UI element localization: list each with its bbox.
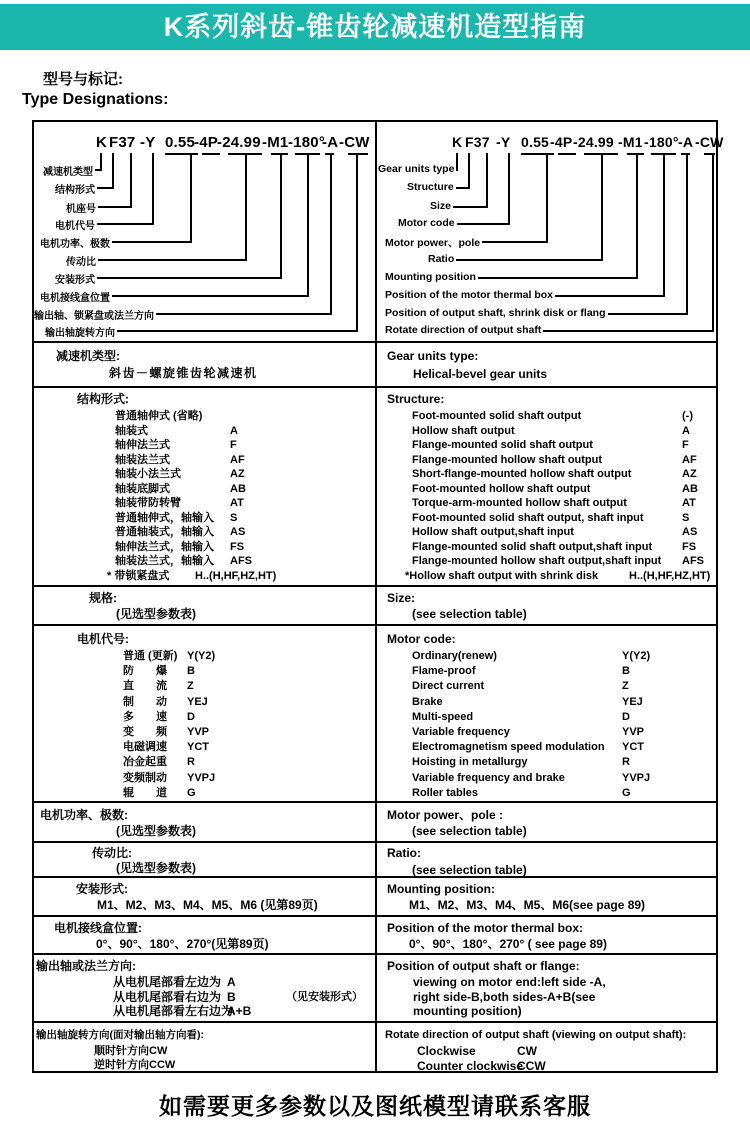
diagram-field-label: Motor power、pole [385, 237, 481, 249]
connector-line [245, 153, 247, 259]
motor-code-item-code: YEJ [187, 695, 208, 708]
diagram-field-label: 输出轴旋转方向 [45, 328, 115, 339]
diagram-field-label: 机座号 [66, 204, 96, 215]
structure-item-code-en: AT [682, 497, 696, 509]
size-value-zh: (见选型参数表) [116, 607, 196, 621]
connector-line [601, 153, 603, 259]
model-code-part: F37 [109, 134, 136, 151]
diagram-left [34, 122, 377, 341]
rotation-item-code: CW [517, 1044, 537, 1058]
structure-item-label-zh: 轴装底脚式 [115, 482, 170, 495]
motor-code-item-code: B [622, 665, 630, 678]
diagram-field-label: Size [430, 200, 452, 212]
motor-code-item-code: YCT [187, 741, 209, 754]
ratio-title-zh: 传动比: [92, 846, 132, 860]
structure-item-code-zh: AS [230, 526, 246, 538]
motor-code-item-code: D [187, 710, 195, 723]
output-flange-line [34, 990, 375, 1005]
structure-item [377, 569, 716, 584]
structure-item [34, 453, 375, 468]
gear-type-title-zh: 减速机类型: [56, 349, 120, 363]
footer-note: 如需要更多参数以及图纸模型请联系客服 [159, 1093, 591, 1119]
structure-item [377, 511, 716, 526]
structure-item [34, 438, 375, 453]
motor-code-item [34, 771, 375, 786]
connector-line [555, 295, 665, 297]
diagram-field-label: Rotate direction of output shaft [385, 324, 542, 336]
structure-item [34, 569, 375, 584]
ratio-title-en: Ratio: [387, 846, 421, 860]
motor-code-item-label-zh: 制 动 [123, 695, 167, 708]
structure-item-label-zh: 普通轴伸式 (省略) [115, 410, 203, 422]
structure-item-label-en: Foot-mounted hollow shaft output [412, 482, 591, 495]
structure-item-code-en: AZ [682, 468, 697, 480]
connector-line [97, 223, 154, 225]
row-mounting [34, 876, 716, 915]
connector-line [112, 295, 309, 297]
row-gear-units-type [34, 341, 716, 386]
structure-title-en: Structure: [387, 392, 445, 406]
diagram-field-label: Gear units type [378, 163, 455, 175]
model-code-part: F37 [465, 134, 490, 150]
rotation-item-code: CCW [149, 1059, 176, 1071]
structure-item-code-zh: S [230, 511, 238, 524]
structure-item [377, 453, 716, 468]
motor-code-item [377, 755, 716, 770]
structure-item [34, 496, 375, 511]
motor-code-item-label-zh: 防 爆 [123, 665, 167, 678]
structure-item-code-zh: AB [230, 482, 246, 495]
motor-code-item-code: Z [187, 680, 194, 693]
ratio-value-en: (see selection table) [412, 863, 527, 877]
row-output-flange [34, 953, 716, 1021]
motor-code-item-code: YVPJ [187, 771, 216, 784]
output-flange-title-zh: 输出轴或法兰方向: [36, 959, 136, 973]
terminal-box-value-en: 0°、90°、180°、270° ( see page 89) [409, 937, 607, 951]
structure-item [34, 511, 375, 526]
motor-code-item-label-en: Ordinary(renew) [412, 650, 497, 662]
page-header [0, 4, 750, 50]
model-code-part: -CW [339, 134, 370, 151]
output-flange-line-en: viewing on motor end:left side -A, [413, 975, 606, 989]
model-code-part: -24.99 [573, 134, 614, 150]
model-code-part: -M1 [262, 134, 289, 151]
structure-item-label-en: *Hollow shaft output with shrink disk [405, 569, 599, 582]
structure-item [34, 525, 375, 540]
motor-code-item-code: R [187, 756, 195, 769]
structure-item [34, 409, 375, 424]
structure-item [377, 482, 716, 497]
structure-item-code-en: AS [682, 526, 698, 538]
motor-code-item-label-zh: 变 频 [123, 726, 167, 739]
structure-item-label-zh: 轴装法兰式，轴输入 [115, 555, 214, 567]
rotation-item [34, 1058, 375, 1072]
structure-item-label-zh: 轴装法兰式 [115, 453, 170, 466]
output-flange-text-zh: 从电机尾部看右边为 [113, 989, 222, 1004]
structure-item-code-zh: AT [230, 497, 244, 509]
motor-code-item-label-en: Variable frequency [412, 726, 510, 739]
model-code-part: 0.55 [165, 134, 195, 151]
diagram-field-label: Ratio [428, 253, 455, 265]
output-flange-line-en: right side-B,both sides-A+B(see [413, 989, 596, 1004]
structure-item-label-zh: * 带锁紧盘式 [107, 569, 170, 582]
motor-code-item-code: D [622, 710, 630, 723]
model-code-part: K [96, 134, 108, 151]
model-code-part: -CW [695, 134, 724, 150]
model-code-part: K [452, 134, 463, 150]
motor-code-item [34, 664, 375, 679]
motor-power-title-en: Motor power、pole : [387, 808, 503, 822]
connector-line [456, 153, 458, 169]
motor-code-item [377, 649, 716, 664]
connector-line [97, 187, 114, 189]
motor-power-value-en: (see selection table) [412, 824, 527, 838]
structure-item-code-zh: AZ [230, 468, 245, 480]
row-size [34, 585, 716, 624]
connector-line [478, 277, 638, 279]
rotation-title-en: Rotate direction of output shaft (viewing on output shaft): [385, 1029, 687, 1041]
output-flange-line [34, 1004, 375, 1019]
motor-code-item-label-zh: 辊 道 [123, 786, 167, 799]
rotation-item [377, 1044, 716, 1059]
motor-code-item-label-zh: 冶金起重 [123, 756, 167, 769]
connector-line [636, 153, 638, 277]
structure-item-code-en: AF [682, 453, 697, 466]
mounting-title-zh: 安装形式: [76, 882, 128, 896]
structure-item-label-en: Hollow shaft output,shaft input [412, 526, 574, 538]
structure-item-label-en: Short-flange-mounted hollow shaft output [412, 468, 632, 480]
motor-code-item [34, 740, 375, 755]
output-flange-line-en: mounting position) [413, 1004, 522, 1018]
structure-item-code-zh: H..(H,HF,HZ,HT) [195, 569, 277, 582]
motor-power-title-zh: 电机功率、极数: [40, 808, 128, 822]
model-code-part: -4P [550, 134, 573, 150]
structure-item-label-en: Flange-mounted hollow shaft output,shaft input [412, 555, 662, 567]
connector-line [112, 241, 192, 243]
motor-code-item [377, 786, 716, 801]
diagram-field-label: 电机代号 [55, 221, 95, 232]
rotation-item [34, 1044, 375, 1058]
structure-item [377, 525, 716, 540]
type-designation-table [32, 120, 724, 1073]
model-code-part: -4P [194, 134, 218, 151]
code-underline [348, 153, 368, 155]
structure-item-label-en: Foot-mounted solid shaft output, shaft input [412, 511, 644, 524]
connector-line [456, 259, 603, 261]
diagram-field-label: 输出轴、锁紧盘或法兰方向 [34, 311, 154, 322]
connector-line [482, 241, 548, 243]
motor-code-item [34, 755, 375, 770]
connector-line [468, 153, 470, 187]
page-title: K系列斜齿-锥齿轮减速机造型指南 [163, 12, 587, 42]
structure-item-code-en: FS [682, 540, 697, 553]
rotation-item-code: CCW [517, 1058, 546, 1073]
motor-code-item [34, 786, 375, 801]
structure-item-code-en: (-) [682, 410, 693, 422]
connector-line [307, 153, 309, 295]
motor-code-item-code: Y(Y2) [622, 650, 651, 662]
connector-line [546, 153, 548, 241]
output-flange-code: B [227, 989, 236, 1004]
diagram-field-label: Position of output shaft, shrink disk or flang [385, 307, 606, 319]
structure-item-code-en: H..(H,HF,HZ,HT) [629, 569, 711, 582]
connector-line [663, 153, 665, 295]
motor-code-item [34, 649, 375, 664]
structure-item [34, 554, 375, 569]
diagram-field-label: 安装形式 [55, 275, 95, 286]
structure-item-label-zh: 普通轴装式，轴输入 [115, 526, 214, 538]
motor-code-item-label-en: Flame-proof [412, 665, 476, 678]
motor-code-item-label-zh: 多 速 [123, 710, 167, 723]
row-motor-code [34, 624, 716, 801]
structure-item [377, 409, 716, 424]
structure-item [34, 540, 375, 555]
diagram-field-label: 减速机类型 [43, 167, 93, 178]
connector-line [686, 153, 688, 313]
motor-code-item-label-en: Roller tables [412, 786, 479, 799]
gear-type-value-zh: 斜齿－螺旋锥齿轮减速机 [109, 366, 258, 380]
row-rotation [34, 1021, 716, 1071]
output-flange-text-zh: 从电机尾部看左右边为 [113, 1004, 234, 1018]
rotation-item-label-zh: 顺时针方向 [94, 1045, 149, 1057]
connector-line [130, 153, 132, 206]
gear-type-title-en: Gear units type: [387, 349, 479, 363]
structure-title-zh: 结构形式: [77, 392, 129, 406]
connector-line [112, 153, 114, 187]
code-underline [202, 153, 220, 155]
structure-item [377, 554, 716, 569]
motor-code-item-label-zh: 直 流 [123, 680, 167, 693]
motor-code-title-zh: 电机代号: [77, 632, 129, 646]
structure-item-label-en: Torque-arm-mounted hollow shaft output [412, 497, 627, 509]
output-flange-code: A [227, 975, 236, 989]
structure-item-code-en: S [682, 511, 690, 524]
motor-code-item [377, 771, 716, 786]
connector-line [453, 206, 488, 208]
structure-item-code-en: AB [682, 482, 698, 495]
rotation-item-code: CW [149, 1045, 168, 1057]
row-motor-power [34, 801, 716, 841]
connector-line [508, 153, 510, 223]
motor-code-item-label-zh: 电磁调速 [123, 741, 167, 754]
motor-power-value-zh: (见选型参数表) [116, 824, 196, 838]
size-title-zh: 规格: [89, 591, 117, 605]
structure-item-label-en: Foot-mounted solid shaft output [412, 410, 582, 422]
connector-line [457, 223, 510, 225]
motor-code-item [34, 695, 375, 710]
model-code-part: -180° [288, 134, 326, 151]
structure-item-code-en: A [682, 424, 690, 437]
connector-line [97, 277, 282, 279]
motor-code-item [377, 740, 716, 755]
structure-item [377, 467, 716, 482]
motor-code-item [377, 664, 716, 679]
motor-code-item-code: B [187, 665, 195, 678]
motor-code-item-code: YCT [622, 741, 644, 754]
model-code-part: -Y [496, 134, 511, 150]
connector-line [100, 153, 102, 169]
diagram-field-label: 传动比 [66, 257, 96, 268]
motor-code-item-label-zh: 普通 (更新) [123, 650, 178, 662]
diagram-field-label: Position of the motor thermal box [385, 289, 554, 301]
motor-code-item-code: YVP [622, 726, 645, 739]
motor-code-item-code: YVP [187, 726, 210, 739]
model-code-part: 0.55 [521, 134, 550, 150]
rotation-item [377, 1059, 716, 1074]
diagram-field-label: Mounting position [385, 271, 476, 283]
output-flange-line [34, 975, 375, 990]
connector-line [156, 313, 332, 315]
motor-code-item [34, 679, 375, 694]
structure-item [377, 424, 716, 439]
motor-code-item-code: YVPJ [622, 771, 651, 784]
gear-type-value-en: Helical-bevel gear units [413, 367, 548, 381]
structure-item-code-zh: AFS [230, 555, 252, 567]
structure-item-code-en: AFS [682, 555, 704, 567]
motor-code-item-code: Z [622, 680, 629, 693]
structure-item-code-zh: FS [230, 540, 245, 553]
structure-item [34, 482, 375, 497]
structure-item-code-zh: A [230, 424, 238, 437]
connector-line [356, 153, 358, 330]
motor-code-item [377, 695, 716, 710]
model-code-part: -A [678, 134, 694, 150]
motor-code-item-label-en: Brake [412, 695, 443, 708]
rotation-title-zh: 输出轴旋转方向(面对输出轴方向看): [36, 1029, 204, 1041]
connector-line [95, 169, 102, 171]
size-title-en: Size: [387, 591, 416, 605]
connector-line [98, 206, 132, 208]
motor-code-item-code: Y(Y2) [187, 650, 216, 662]
motor-code-item [377, 725, 716, 740]
structure-item [377, 438, 716, 453]
motor-code-item-code: G [187, 786, 196, 799]
motor-code-item-code: YEJ [622, 695, 643, 708]
output-flange-title-en: Position of output shaft or flange: [387, 959, 580, 973]
terminal-box-title-en: Position of the motor thermal box: [387, 921, 584, 935]
connector-line [608, 313, 688, 315]
motor-code-item-label-en: Electromagnetism speed modulation [412, 741, 605, 754]
motor-code-item [34, 710, 375, 725]
motor-code-item [377, 679, 716, 694]
output-flange-code: A+B [227, 1004, 252, 1018]
connector-line [456, 187, 470, 189]
model-code-part: -180° [644, 134, 679, 150]
ratio-value-zh: (见选型参数表) [116, 861, 196, 875]
structure-item [377, 496, 716, 511]
motor-code-item-label-en: Hoisting in metallurgy [412, 756, 528, 769]
motor-code-item [34, 725, 375, 740]
code-underline [165, 153, 198, 155]
structure-item-code-zh: F [230, 439, 237, 451]
connector-line [98, 259, 247, 261]
motor-code-item-label-en: Variable frequency and brake [412, 771, 565, 784]
diagram-field-label: Motor code [398, 217, 455, 229]
connector-line [190, 153, 192, 241]
mounting-value-zh: M1、M2、M3、M4、M5、M6 (见第89页) [97, 898, 318, 912]
motor-code-item-code: G [622, 786, 631, 799]
structure-item [377, 540, 716, 555]
rotation-item-label-en: Counter clockwise [417, 1058, 524, 1073]
motor-code-item-code: R [622, 756, 630, 769]
terminal-box-value-zh: 0°、90°、180°、270°(见第89页) [96, 937, 269, 951]
diagram-field-label: 电机功率、极数 [40, 239, 110, 250]
connector-line [486, 153, 488, 206]
connector-line [117, 330, 358, 332]
connector-line [152, 153, 154, 223]
diagram-field-label: 电机接线盒位置 [40, 293, 110, 304]
model-code-part: -Y [140, 134, 156, 151]
code-underline [521, 153, 554, 155]
mounting-value-en: M1、M2、M3、M4、M5、M6(see page 89) [409, 898, 646, 912]
connector-line [712, 153, 714, 330]
structure-item [34, 424, 375, 439]
structure-item-label-zh: 轴装带防转臂 [115, 497, 181, 509]
connector-line [280, 153, 282, 277]
rotation-item-label-en: Clockwise [417, 1044, 476, 1058]
mounting-title-en: Mounting position: [387, 882, 495, 896]
structure-item-label-en: Flange-mounted solid shaft output,shaft input [412, 540, 653, 553]
structure-item-label-zh: 轴伸法兰式 [115, 439, 170, 451]
row-structure [34, 386, 716, 585]
motor-code-item [377, 710, 716, 725]
motor-code-item-label-zh: 变频制动 [123, 771, 167, 784]
structure-item-label-en: Flange-mounted solid shaft output [412, 439, 593, 451]
intro-heading-en: Type Designations: [22, 91, 169, 108]
connector-line [543, 330, 714, 332]
output-flange-text-zh: 从电机尾部看左边为 [113, 975, 222, 989]
motor-code-item-label-en: Direct current [412, 680, 485, 693]
structure-item-label-en: Flange-mounted hollow shaft output [412, 453, 603, 466]
diagram-row [34, 122, 724, 341]
connector-line [456, 169, 458, 171]
terminal-box-title-zh: 电机接线盒位置: [54, 921, 142, 935]
connector-line [330, 153, 332, 313]
structure-item-label-zh: 普通轴伸式，轴输入 [115, 511, 214, 524]
structure-item-code-en: F [682, 439, 689, 451]
model-code-part: -M1 [618, 134, 643, 150]
rotation-item-label-zh: 逆时针方向 [94, 1059, 149, 1071]
motor-code-title-en: Motor code: [387, 632, 456, 646]
structure-item-label-zh: 轴装小法兰式 [115, 468, 181, 480]
intro-heading-zh: 型号与标记: [43, 71, 123, 88]
row-terminal-box [34, 915, 716, 953]
structure-item-label-zh: 轴伸法兰式，轴输入 [115, 540, 214, 553]
structure-item-code-zh: AF [230, 453, 245, 466]
motor-code-item-label-en: Multi-speed [412, 710, 474, 723]
model-code-part: -24.99 [217, 134, 261, 151]
diagram-right [377, 122, 724, 341]
structure-item [34, 467, 375, 482]
output-flange-note: （见安装形式） [286, 990, 363, 1003]
size-value-en: (see selection table) [412, 607, 527, 621]
row-ratio [34, 841, 716, 876]
code-underline [558, 153, 576, 155]
structure-item-label-zh: 轴装式 [115, 424, 148, 437]
diagram-field-label: Structure [407, 181, 454, 193]
model-code-part: -A [322, 134, 339, 151]
diagram-field-label: 结构形式 [55, 185, 95, 196]
structure-item-label-en: Hollow shaft output [412, 424, 515, 437]
